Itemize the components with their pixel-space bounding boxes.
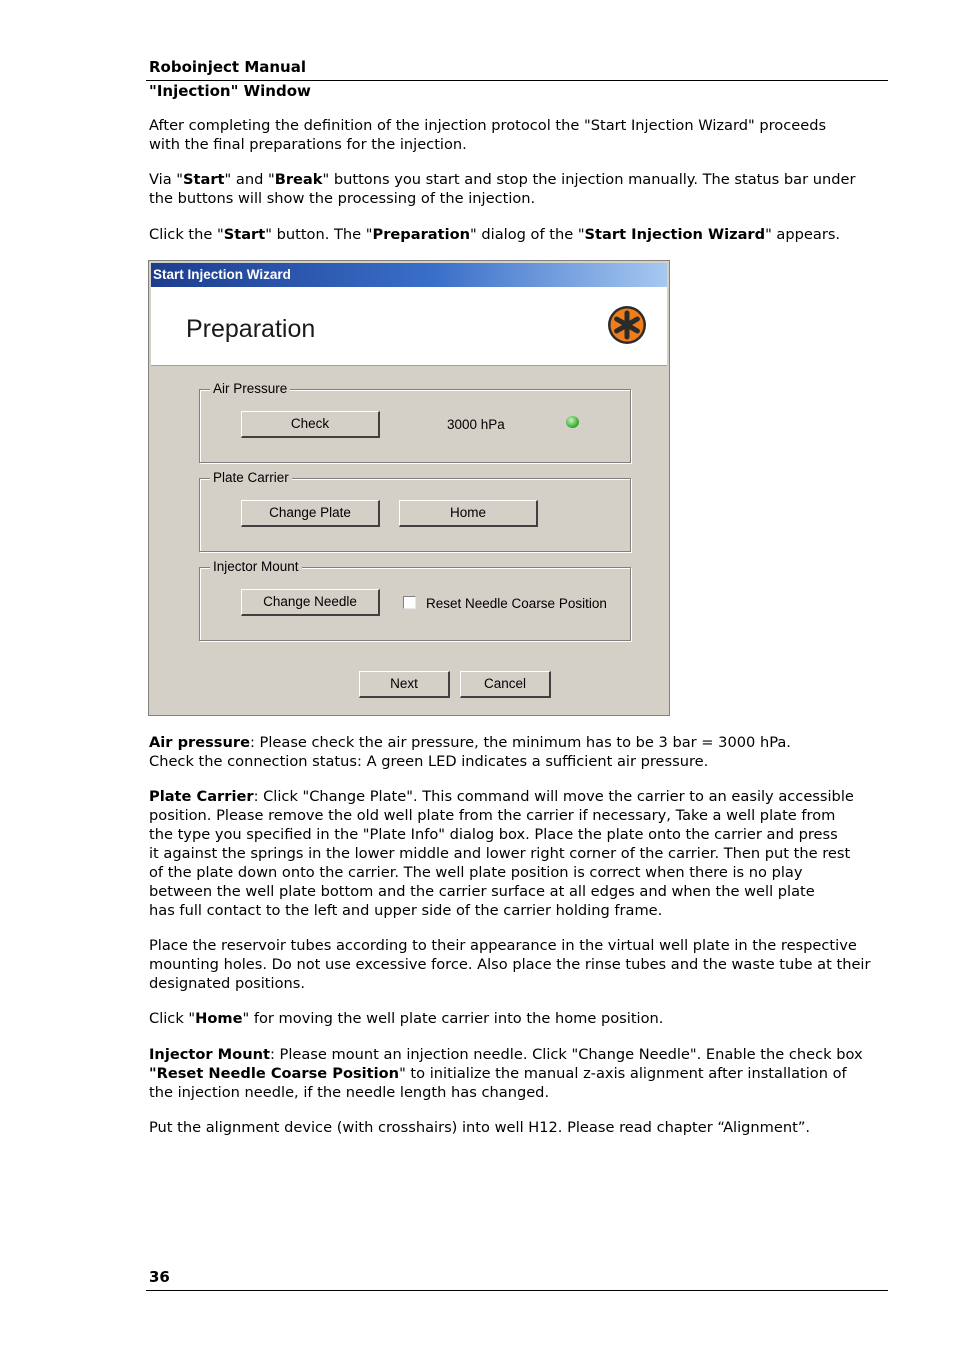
air-pressure-label: Air Pressure bbox=[210, 381, 290, 396]
air-pressure-group bbox=[199, 381, 631, 463]
header-rule bbox=[146, 80, 888, 81]
manual-title: Roboinject Manual bbox=[149, 58, 306, 76]
reset-needle-checkbox[interactable] bbox=[403, 596, 416, 609]
dialog-heading: Preparation bbox=[186, 315, 316, 343]
reset-needle-checkbox-label[interactable]: Reset Needle Coarse Position bbox=[426, 596, 607, 611]
page-number: 36 bbox=[149, 1268, 170, 1286]
reservoir-paragraph: Place the reservoir tubes according to their appearance in the virtual well plate in the respective mounting holes. Do not use excessive force. Also place the rinse tubes and the waste tube at their designated positions. bbox=[149, 937, 871, 992]
intro-paragraph-2: Via "Start" and "Break" buttons you start and stop the injection manually. The status bar under the buttons will show the processing of the injection. bbox=[149, 171, 856, 207]
check-button[interactable]: Check bbox=[241, 411, 380, 438]
plate-carrier-group bbox=[199, 470, 631, 552]
intro-paragraph-1: After completing the definition of the injection protocol the "Start Injection Wizard" proceeds with the final preparations for the injection. bbox=[149, 117, 827, 153]
pressure-value: 3000 hPa bbox=[447, 417, 505, 432]
footer-rule bbox=[146, 1290, 888, 1291]
dialog-banner bbox=[151, 287, 667, 366]
next-button[interactable]: Next bbox=[359, 671, 450, 698]
orange-asterisk-logo-icon bbox=[607, 305, 647, 345]
home-button[interactable]: Home bbox=[399, 500, 538, 527]
status-led-icon bbox=[566, 416, 579, 428]
injector-mount-label: Injector Mount bbox=[210, 559, 302, 574]
dialog-title-bar: Start Injection Wizard bbox=[151, 263, 667, 287]
injector-mount-paragraph: Injector Mount: Please mount an injection needle. Click "Change Needle". Enable the check box "Reset Needle Coarse Position" to initialize the manual z-axis alignment after installation of the injection needle, if the needle length has changed. bbox=[149, 1046, 863, 1101]
intro-paragraph-3: Click the "Start" button. The "Preparation" dialog of the "Start Injection Wizard" appears. bbox=[149, 226, 841, 243]
home-paragraph: Click "Home" for moving the well plate carrier into the home position. bbox=[149, 1010, 664, 1027]
change-needle-button[interactable]: Change Needle bbox=[241, 589, 380, 616]
change-plate-button[interactable]: Change Plate bbox=[241, 500, 380, 527]
cancel-button[interactable]: Cancel bbox=[460, 671, 551, 698]
alignment-paragraph: Put the alignment device (with crosshairs) into well H12. Please read chapter “Alignment”. bbox=[149, 1119, 811, 1136]
plate-carrier-label: Plate Carrier bbox=[210, 470, 292, 485]
section-title: "Injection" Window bbox=[149, 82, 311, 100]
air-pressure-paragraph: Air pressure: Please check the air pressure, the minimum has to be 3 bar = 3000 hPa. Check the connection status: A green LED indicates a sufficient air pressure. bbox=[149, 734, 791, 770]
injector-mount-group bbox=[199, 559, 631, 641]
plate-carrier-paragraph: Plate Carrier: Click "Change Plate". This command will move the carrier to an easily accessible position. Please remove the old well plate from the carrier if necessary, Take a well plate from the type you specified in the "Plate Info" dialog box. Place the plate onto the carrier and press it against the springs in the lower middle and lower right corner of the carrier. Then put the rest of the plate down onto the carrier. The well plate position is correct when there is no play between the well plate bottom and the carrier surface at all edges and when the well plate has full contact to the left and upper side of the carrier holding frame. bbox=[149, 788, 854, 919]
start-injection-wizard-dialog bbox=[148, 260, 670, 716]
